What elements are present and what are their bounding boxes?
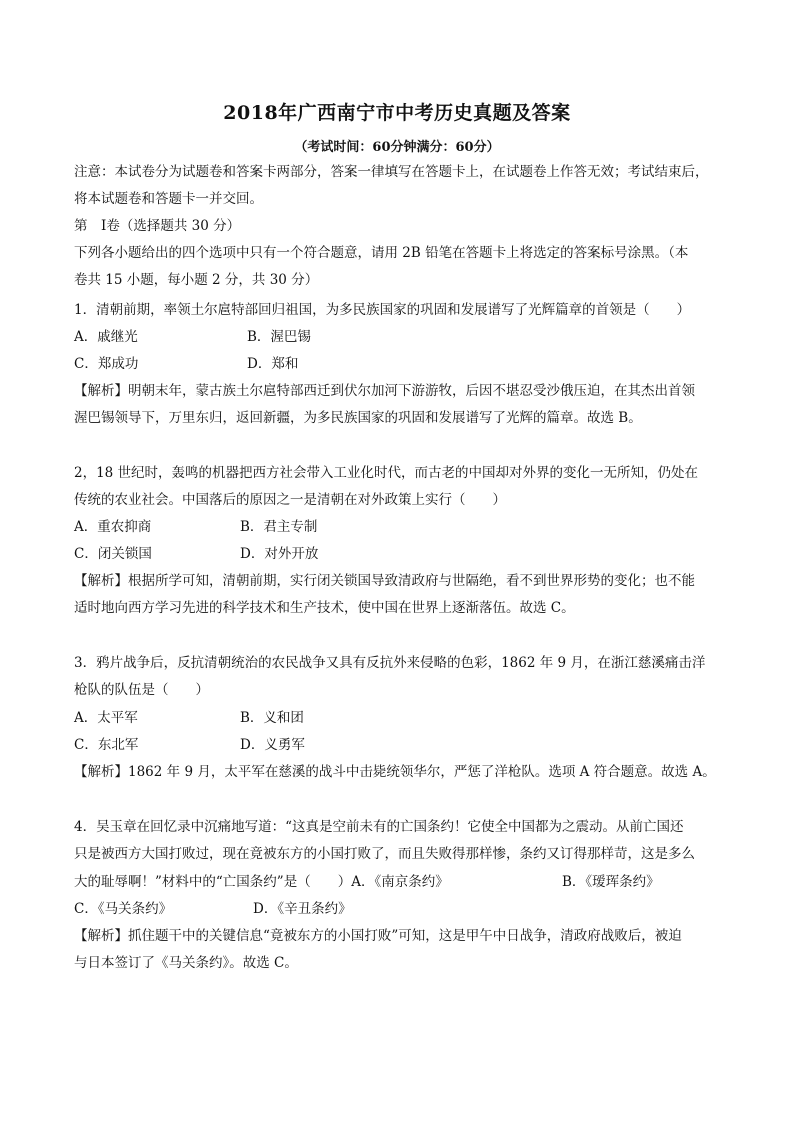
q3-stem-line-2: 枪队的队伍是（ ） (74, 682, 209, 698)
instruction-line-2: 卷共 15 小题，每小题 2 分，共 30 分） (74, 272, 319, 288)
q2-analysis-line-2: 适时地向西方学习先进的科学技术和生产技术，使中国在世界上逐渐落伍。故选 C。 (74, 600, 575, 616)
q3-option-a: A．太平军 (74, 710, 138, 726)
q1-option-d: D．郑和 (247, 356, 299, 372)
q1-option-a: A．戚继光 (74, 329, 138, 345)
notice-line-1: 注意：本试卷分为试题卷和答案卡两部分，答案一律填写在答题卡上，在试题卷上作答无效；考试结束后， (74, 164, 709, 180)
q1-analysis-line-1: 【解析】明朝末年，蒙古族土尔扈特部西迁到伏尔加河下游游牧，后因不堪忍受沙俄压迫，在其杰出首领 (74, 383, 695, 399)
notice-line-2: 将本试题卷和答题卡一并交回。 (74, 191, 263, 207)
q1-option-b: B．渥巴锡 (247, 329, 311, 345)
q4-stem-line-2: 只是被西方大国打败过，现在竟被东方的小国打败了，而且失败得那样惨，条约又订得那样苛，这是多么 (74, 846, 695, 862)
q2-stem-line-2: 传统的农业社会。中国落后的原因之一是清朝在对外政策上实行（ ） (74, 492, 506, 508)
q4-analysis-line-2: 与日本签订了《马关条约》。故选 C。 (74, 955, 298, 971)
q1-option-c: C．郑成功 (74, 356, 139, 372)
section-heading: 第 Ⅰ卷（选择题共 30 分） (74, 218, 241, 234)
q4-option-b: B．《瑷珲条约》 (562, 874, 660, 890)
exam-title: 2018年广西南宁市中考历史真题及答案 (223, 102, 571, 124)
q4-option-d: D．《辛丑条约》 (253, 901, 352, 917)
q3-option-c: C．东北军 (74, 737, 139, 753)
q2-stem-line-1: 2，18 世纪时，轰鸣的机器把西方社会带入工业化时代，而古老的中国却对外界的变化一无所知，仍处在 (74, 465, 699, 481)
q4-analysis-line-1: 【解析】抓住题干中的关键信息“竟被东方的小国打败”可知，这是甲午中日战争，清政府战败后，被迫 (74, 928, 682, 944)
q1-stem: 1．清朝前期，率领土尔扈特部回归祖国，为多民族国家的巩固和发展谱写了光辉篇章的首领是（ ） (74, 302, 691, 318)
instruction-line-1: 下列各小题给出的四个选项中只有一个符合题意，请用 2B 铅笔在答题卡上将选定的答案标号涂黑。（本 (74, 245, 689, 261)
q2-option-a: A．重农抑商 (74, 519, 152, 535)
q2-analysis-line-1: 【解析】根据所学可知，清朝前期，实行闭关锁国导致清政府与世隔绝，看不到世界形势的变化；也不能 (74, 573, 695, 589)
q3-stem-line-1: 3．鸦片战争后，反抗清朝统治的农民战争又具有反抗外来侵略的色彩，1862 年 9 月，在浙江慈溪痛击洋 (74, 655, 706, 671)
q3-option-d: D．义勇军 (240, 737, 305, 753)
q4-stem-line-1: 4．吴玉章在回忆录中沉痛地写道：“这真是空前未有的亡国条约！它使全中国都为之震动。从前亡国还 (74, 819, 684, 835)
q3-option-b: B．义和团 (240, 710, 304, 726)
q3-analysis: 【解析】1862 年 9 月，太平军在慈溪的战斗中击毙统领华尔，严惩了洋枪队。选项 A 符合题意。故选 A。 (74, 764, 716, 780)
q2-option-d: D．对外开放 (240, 546, 319, 562)
q2-option-c: C．闭关锁国 (74, 546, 152, 562)
q4-stem-line-3: 大的耻辱啊！”材料中的“亡国条约”是（ ）A．《南京条约》 (74, 874, 449, 890)
exam-subtitle: （考试时间：60分钟满分：60分） (294, 140, 500, 155)
q1-analysis-line-2: 渥巴锡领导下，万里东归，返回新疆，为多民族国家的巩固和发展谱写了光辉的篇章。故选 B。 (74, 410, 642, 426)
q4-option-c: C．《马关条约》 (74, 901, 173, 917)
q2-option-b: B．君主专制 (240, 519, 318, 535)
